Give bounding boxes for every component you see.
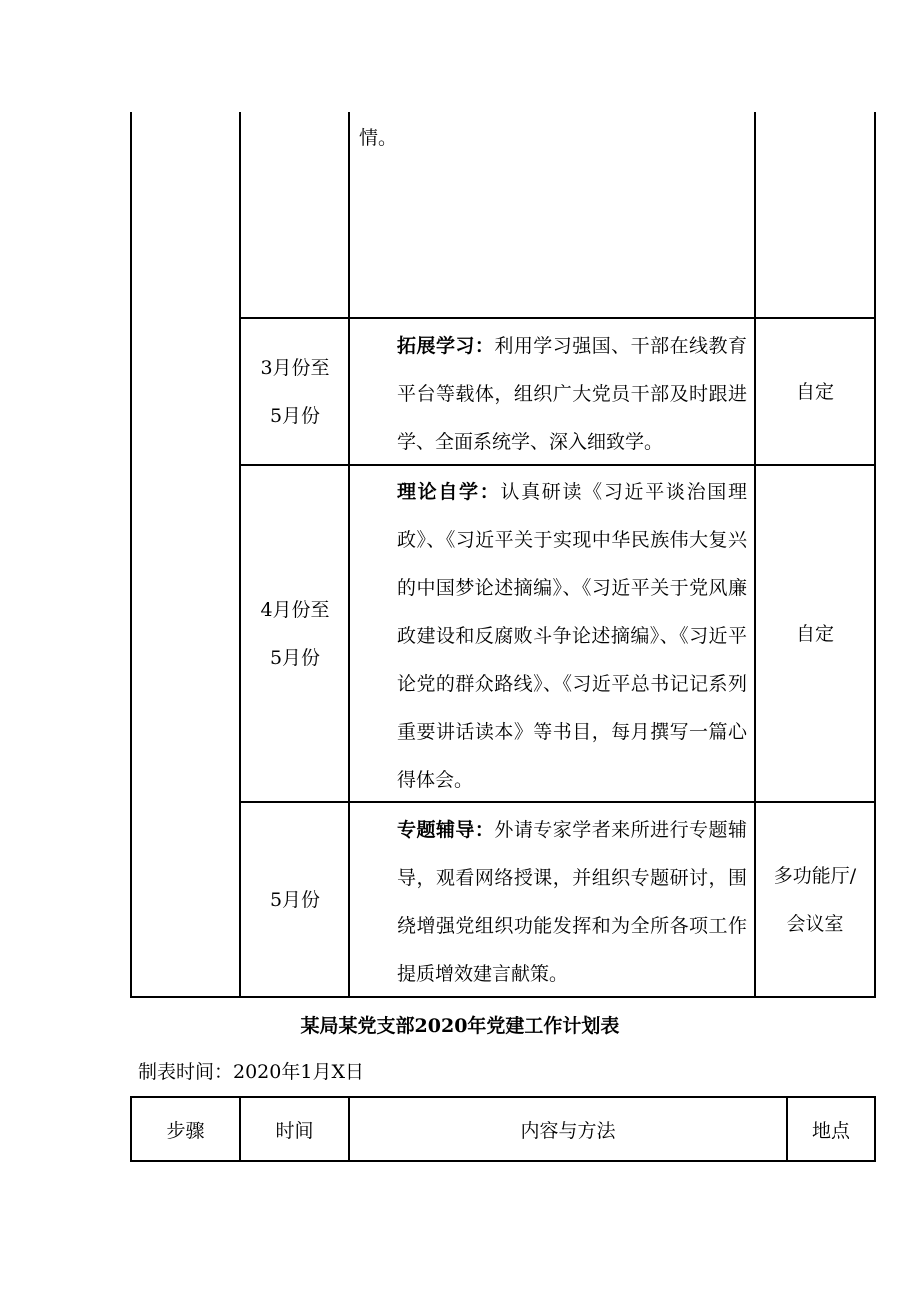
- made-time: 制表时间：2020年1月X日: [138, 1061, 364, 1083]
- document-title: 某局某党支部2020年党建工作计划表: [300, 1015, 620, 1037]
- place-cell-row3: 多功能厅/ 会议室: [773, 864, 857, 935]
- content-cell-row3: 专题辅导：外请专家学者来所进行专题辅导，观看网络授课，并组织专题研讨，围绕增强党组织功能发挥和为全所各项工作提质增效建言献策。: [397, 819, 747, 985]
- header-time: 时间: [275, 1119, 314, 1142]
- border-right: [874, 112, 876, 998]
- lead-label: 专题辅导：: [397, 819, 495, 841]
- place-cell-row1: 自定: [795, 380, 834, 403]
- place-cell-row2: 自定: [795, 622, 834, 645]
- time-cell-row2: 4月份至 5月份: [260, 598, 330, 669]
- content-cell-row2: 理论自学：认真研读《习近平谈治国理政》、《习近平关于实现中华民族伟大复兴的中国梦论述摘编》、《习近平关于党风廉政建设和反腐败斗争论述摘编》、《习近平论党的群众路线》、《习近平总书记记系列重要讲话读本》等书目，每月撰写一篇心得体会。: [397, 481, 747, 791]
- header-step: 步骤: [166, 1119, 205, 1142]
- header-content: 内容与方法: [520, 1119, 616, 1142]
- border-left: [130, 112, 132, 998]
- content-cell-row1: 拓展学习：利用学习强国、干部在线教育平台等载体，组织广大党员干部及时跟进学、全面系统学、深入细致学。: [397, 335, 747, 453]
- time-cell-row1: 3月份至 5月份: [260, 356, 330, 427]
- header-border-right: [874, 1096, 876, 1162]
- header-place: 地点: [811, 1119, 850, 1142]
- header-bottom-border: [130, 1160, 876, 1162]
- lead-label: 理论自学：: [397, 481, 501, 503]
- content-tail: 情。: [359, 127, 398, 149]
- lead-label: 拓展学习：: [397, 335, 495, 357]
- time-cell-row3: 5月份: [269, 888, 321, 911]
